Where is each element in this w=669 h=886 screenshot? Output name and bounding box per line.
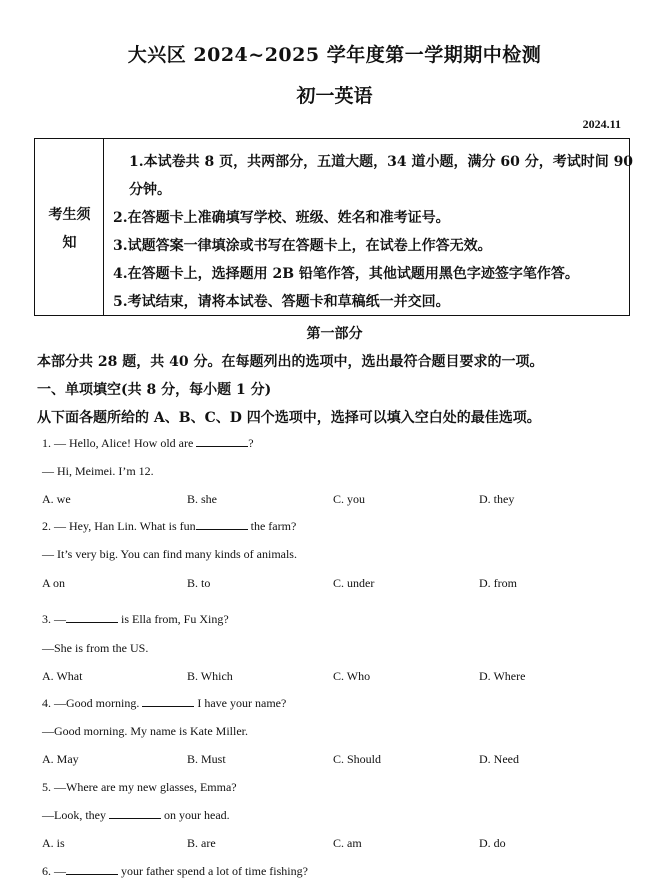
option-a: A. we (42, 492, 71, 506)
notice-label-cell (35, 139, 104, 315)
question-6 (42, 864, 308, 879)
question-text: 6. — (42, 864, 66, 878)
option-b: B. to (187, 576, 211, 590)
option-c: C. Should (333, 752, 382, 766)
question-text: 3. — (42, 612, 66, 626)
question-5-reply (42, 808, 230, 823)
option-b: B. Which (187, 669, 233, 683)
option-c: C. Who (333, 669, 371, 683)
question-text-end: the farm? (247, 519, 297, 533)
question-text-end: is Ella from, Fu Xing? (118, 612, 229, 626)
question-text: 2. — Hey, Han Lin. What is fun (42, 519, 196, 533)
question-5: 5. —Where are my new glasses, Emma? (42, 780, 237, 794)
section-instruction: 从下面各题所给的 A、B、C、D 四个选项中，选择可以填入空白处的最佳选项。 (37, 410, 541, 426)
option-d: D. they (479, 492, 515, 506)
option-d: D. do (479, 836, 506, 850)
option-c: C. under (333, 576, 375, 590)
notice-item-1-cont: 分钟。 (129, 182, 171, 198)
question-2 (42, 519, 296, 534)
reply-text-end: on your head. (161, 808, 230, 822)
notice-item-3: 3.试题答案一律填涂或书写在答题卡上，在试卷上作答无效。 (113, 238, 492, 254)
exam-date: 2024.11 (582, 117, 621, 131)
reply-text: —Look, they (42, 808, 109, 822)
option-b: B. she (187, 492, 217, 506)
question-4-reply: —Good morning. My name is Kate Miller. (42, 724, 248, 738)
notice-item-1: 1.本试卷共 8 页，共两部分，五道大题，34 道小题，满分 60 分，考试时间 90 (129, 154, 634, 170)
question-1-reply: — Hi, Meimei. I’m 12. (42, 464, 154, 478)
answer-blank (109, 808, 161, 819)
option-b: B. Must (187, 752, 226, 766)
answer-blank (142, 696, 194, 707)
option-c: C. you (333, 492, 366, 506)
part-intro: 本部分共 28 题，共 40 分。在每题列出的选项中，选出最符合题目要求的一项。 (37, 354, 544, 370)
option-d: D. Where (479, 669, 526, 683)
notice-item-2: 2.在答题卡上准确填写学校、班级、姓名和准考证号。 (113, 210, 450, 226)
option-d: D. from (479, 576, 517, 590)
answer-blank (196, 436, 248, 447)
option-a: A. What (42, 669, 83, 683)
answer-blank (66, 612, 118, 623)
option-a: A on (42, 576, 66, 590)
exam-title: 大兴区 2024~2025 学年度第一学期期中检测 (127, 44, 542, 66)
notice-label-line2: 知 (62, 235, 77, 251)
question-text: 1. — Hello, Alice! How old are (42, 436, 197, 450)
question-text-end: I have your name? (194, 696, 287, 710)
question-text-end: ? (248, 436, 254, 450)
question-4 (42, 696, 286, 711)
answer-blank (66, 864, 118, 875)
option-b: B. are (187, 836, 216, 850)
option-c: C. am (333, 836, 362, 850)
option-d: D. Need (479, 752, 519, 766)
question-3 (42, 612, 229, 627)
question-3-reply: —She is from the US. (42, 641, 149, 655)
question-2-reply: — It’s very big. You can find many kinds of animals. (42, 547, 297, 561)
candidate-notice-table (34, 138, 634, 316)
part-title: 第一部分 (306, 326, 363, 342)
notice-item-4: 4.在答题卡上，选择题用 2B 铅笔作答，其他试题用黑色字迹签字笔作答。 (113, 266, 579, 282)
question-text: 4. —Good morning. (42, 696, 143, 710)
question-text-end: your father spend a lot of time fishing? (118, 864, 308, 878)
exam-subject: 初一英语 (296, 85, 373, 107)
notice-label-line1: 考生须 (48, 207, 91, 223)
section-title: 一、单项填空(共 8 分，每小题 1 分) (37, 382, 272, 398)
option-a: A. is (42, 836, 65, 850)
answer-blank (196, 519, 248, 530)
option-a: A. May (42, 752, 79, 766)
question-1 (42, 436, 254, 451)
notice-item-5: 5.考试结束，请将本试卷、答题卡和草稿纸一并交回。 (113, 294, 450, 310)
